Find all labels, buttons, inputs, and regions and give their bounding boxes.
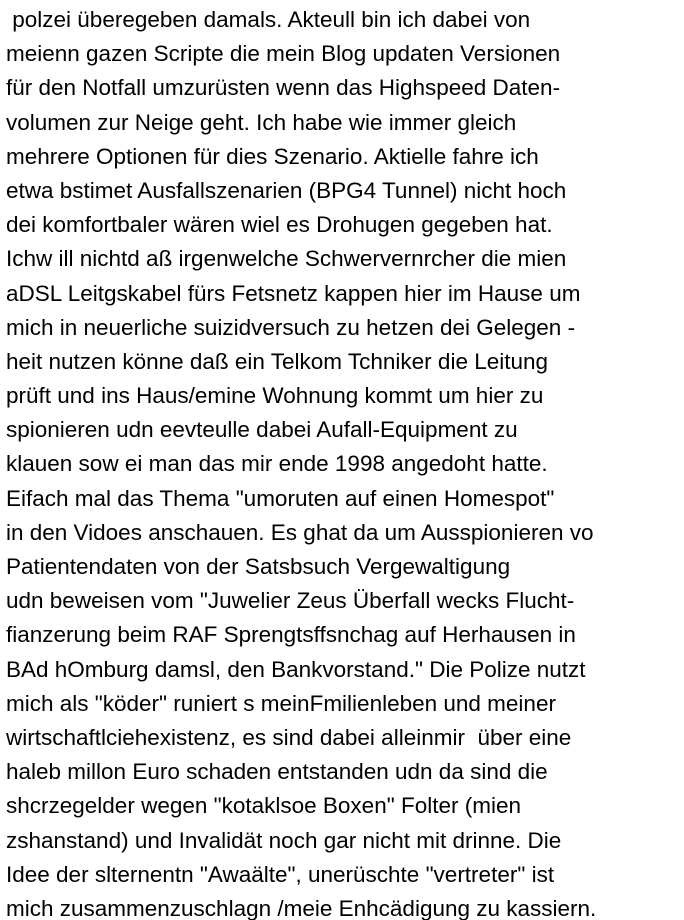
text-line: Idee der slternentn "Awaälte", unerüschte "vertreter" ist — [6, 861, 555, 887]
text-line: für den Notfall umzurüsten wenn das Highspeed Daten- — [6, 75, 561, 101]
text-line: BAd hOmburg damsl, den Bankvorstand." Die Polize nutzt — [6, 656, 586, 682]
text-line: spionieren udn eevteulle dabei Aufall-Equipment zu — [6, 417, 518, 443]
text-line: mich als "köder" runiert s meinFmilienleben und meiner — [6, 690, 556, 716]
text-line: etwa bstimet Ausfallszenarien (BPG4 Tunnel) nicht hoch — [6, 177, 567, 203]
text-line: mich zusammenzuschlagn /meie Enhcädigung zu kassiern. — [6, 895, 597, 920]
text-line: fianzerung beim RAF Sprengtsffsnchag auf Herhausen in — [6, 622, 576, 648]
text-line: polzei überegeben damals. Akteull bin ich dabei von — [6, 7, 531, 32]
text-line: mich in neuerliche suizidversuch zu hetzen dei Gelegen - — [6, 314, 576, 340]
body-text — [6, 3, 682, 920]
text-line: udn beweisen vom "Juwelier Zeus Überfall wecks Flucht- — [6, 588, 575, 614]
text-line: Ichw ill nichtd aß irgenwelche Schwervernrcher die mien — [6, 246, 567, 272]
text-line: zshanstand) und Invalidät noch gar nicht mit drinne. Die — [6, 827, 562, 853]
text-line: mehrere Optionen für dies Szenario. Aktielle fahre ich — [6, 143, 539, 169]
text-line: Eifach mal das Thema "umoruten auf einen Homespot" — [6, 485, 555, 511]
text-line: dei komfortbaler wären wiel es Drohugen gegeben hat. — [6, 212, 553, 238]
text-line: haleb millon Euro schaden entstanden udn da sind die — [6, 759, 548, 785]
text-line: in den Vidoes anschauen. Es ghat da um Ausspionieren vo — [6, 519, 594, 545]
text-line: Patientendaten von der Satsbsuch Vergewaltigung — [6, 554, 511, 579]
text-line: volumen zur Neige geht. Ich habe wie immer gleich — [6, 109, 517, 135]
text-line: aDSL Leitgskabel fürs Fetsnetz kappen hier im Hause um — [6, 280, 581, 306]
text-line: meienn gazen Scripte die mein Blog updaten Versionen — [6, 41, 561, 67]
text-line: klauen sow ei man das mir ende 1998 angedoht hatte. — [6, 451, 548, 477]
text-line: wirtschaftlciehexistenz, es sind dabei alleinmir über eine — [6, 724, 572, 750]
text-line: heit nutzen könne daß ein Telkom Tchniker die Leitung — [6, 348, 549, 374]
text-line: shcrzegelder wegen "kotaklsoe Boxen" Folter (mien — [6, 793, 521, 819]
text-line: prüft und ins Haus/emine Wohnung kommt um hier zu — [6, 383, 544, 409]
